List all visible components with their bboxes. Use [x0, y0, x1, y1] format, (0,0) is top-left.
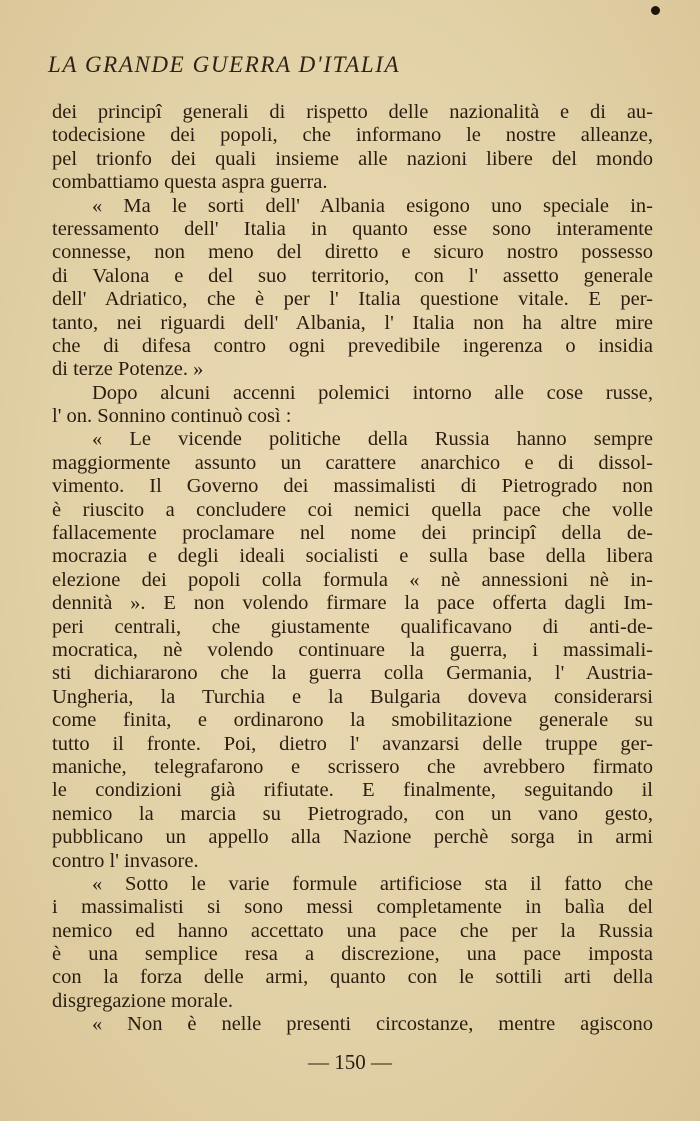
- text-line: « Sotto le varie formule artificiose sta il fatto che: [92, 872, 653, 895]
- text-line: dennità ». E non volendo firmare la pace offerta dagli Im-: [52, 592, 653, 615]
- ink-spot: [651, 6, 660, 15]
- text-line: Ungheria, la Turchia e la Bulgaria doveva considerarsi: [52, 685, 653, 708]
- text-line: pubblicano un appello alla Nazione perchè sorga in armi: [52, 826, 653, 849]
- text-line: nemico la marcia su Pietrogrado, con un vano gesto,: [52, 802, 653, 825]
- text-line: le condizioni già rifiutate. E finalmente, seguitando il: [52, 779, 653, 802]
- text-line: teressamento dell' Italia in quanto esse sono interamente: [52, 217, 653, 240]
- text-line: « Le vicende politiche della Russia hanno sempre: [92, 428, 653, 451]
- text-line: che di difesa contro ogni prevedibile ingerenza o insidia: [52, 334, 653, 357]
- text-line: disgregazione morale.: [52, 989, 234, 1012]
- text-line: connesse, non meno del diretto e sicuro nostro possesso: [52, 241, 653, 264]
- text-line: maniche, telegrafarono e scrissero che avrebbero firmato: [52, 755, 653, 778]
- text-line: con la forza delle armi, quanto con le sottili arti della: [52, 966, 653, 989]
- page-number: — 150 —: [308, 1050, 392, 1074]
- text-line: pel trionfo dei quali insieme alle nazioni libere del mondo: [52, 147, 653, 170]
- text-line: peri centrali, che giustamente qualificavano di anti-de-: [52, 615, 653, 638]
- text-line: contro l' invasore.: [52, 849, 199, 872]
- text-line: « Non è nelle presenti circostanze, mentre agiscono: [92, 1013, 653, 1036]
- text-line: dei principî generali di rispetto delle nazionalità e di au-: [52, 101, 653, 123]
- text-line: mocratica, nè volendo continuare la guerra, i massimali-: [52, 638, 653, 661]
- text-line: tutto il fronte. Poi, dietro l' avanzarsi delle truppe ger-: [52, 732, 653, 755]
- body-text: [52, 101, 653, 1037]
- text-line: è una semplice resa a discrezione, una pace imposta: [52, 943, 653, 966]
- text-line: l' on. Sonnino continuò così :: [52, 405, 292, 428]
- text-line: i massimalisti si sono messi completamente in balìa del: [52, 896, 653, 919]
- text-line: elezione dei popoli colla formula « nè annessioni nè in-: [52, 568, 653, 591]
- text-line: Dopo alcuni accenni polemici intorno alle cose russe,: [92, 381, 653, 404]
- text-line: mocrazia e degli ideali socialisti e sulla base della libera: [52, 545, 653, 568]
- text-line: di Valona e del suo territorio, con l' assetto generale: [52, 264, 653, 287]
- text-line: sti dichiararono che la guerra colla Germania, l' Austria-: [52, 662, 653, 685]
- text-line: come finita, e ordinarono la smobilitazione generale su: [52, 709, 653, 732]
- text-line: è riuscito a concludere coi nemici quella pace che volle: [52, 498, 653, 521]
- text-line: « Ma le sorti dell' Albania esigono uno speciale in-: [92, 194, 653, 217]
- text-line: todecisione dei popoli, che informano le nostre alleanze,: [52, 124, 653, 147]
- text-line: maggiormente assunto un carattere anarchico e di dissol-: [52, 451, 653, 474]
- text-line: combattiamo questa aspra guerra.: [52, 171, 328, 194]
- text-line: nemico ed hanno accettato una pace che per la Russia: [52, 919, 653, 942]
- running-head-title: LA GRANDE GUERRA D'ITALIA: [48, 52, 401, 77]
- text-line: tanto, nei riguardi dell' Albania, l' Italia non ha altre mire: [52, 311, 653, 334]
- text-line: di terze Potenze. »: [52, 358, 204, 381]
- text-line: vimento. Il Governo dei massimalisti di Pietrogrado non: [52, 475, 653, 498]
- text-line: fallacemente proclamare nel nome dei principî della de-: [52, 522, 653, 545]
- text-line: dell' Adriatico, che è per l' Italia questione vitale. E per-: [52, 288, 653, 311]
